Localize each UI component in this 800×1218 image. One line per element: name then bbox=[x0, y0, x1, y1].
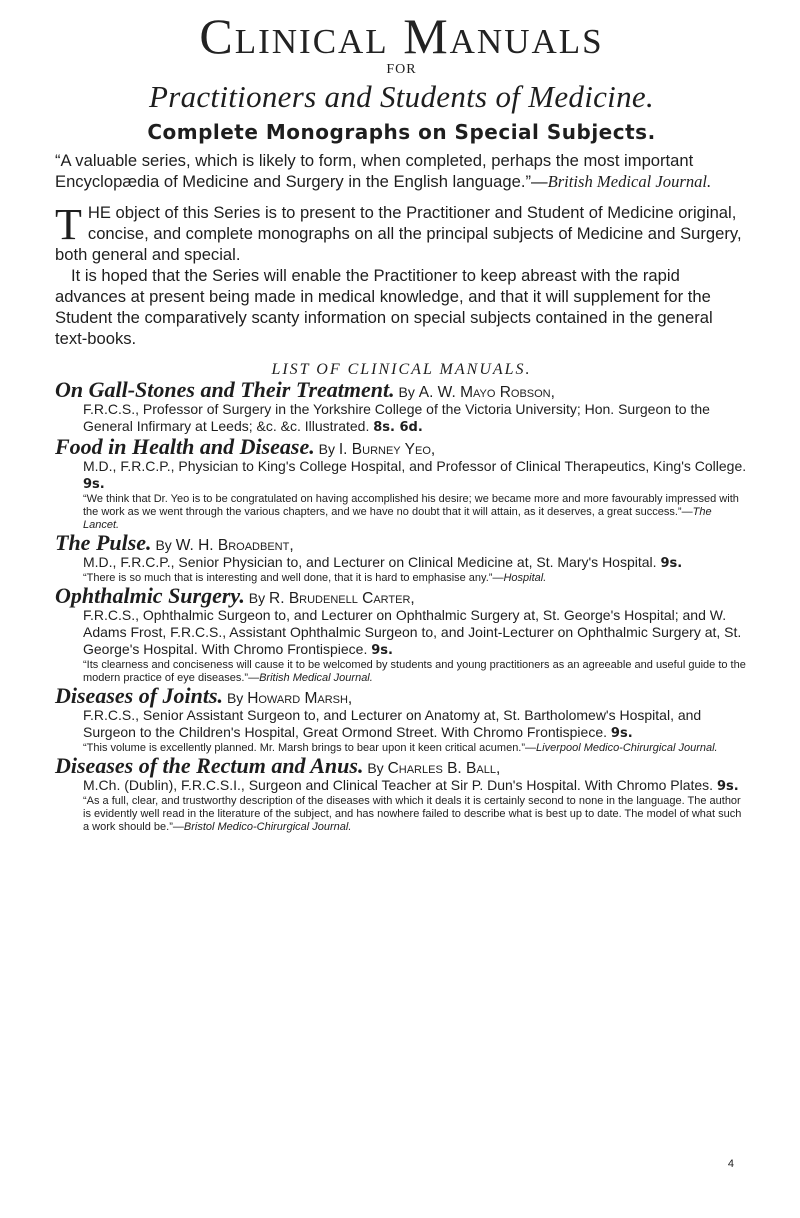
review-quote: “This volume is excellently planned. Mr. Marsh brings to bear upon it keen critical acumen.”— bbox=[83, 742, 537, 754]
by-label: By bbox=[226, 690, 244, 706]
page-title: Clinical Manuals bbox=[199, 8, 604, 64]
manual-price: 8s. 6d. bbox=[373, 420, 423, 435]
list-item bbox=[55, 434, 748, 532]
epigraph-quote: “A valuable series, which is likely to form, when completed, perhaps the most important Encyclopædia of Medicine and Surgery in the English language.”— bbox=[55, 151, 694, 191]
by-label: By bbox=[367, 760, 384, 776]
epigraph-source: British Medical Journal. bbox=[547, 172, 712, 191]
manual-author: A. W. Mayo Robson, bbox=[418, 384, 555, 401]
manual-title: The Pulse. bbox=[55, 530, 152, 555]
by-label: By bbox=[398, 384, 415, 400]
manual-title: Diseases of Joints. bbox=[55, 683, 224, 708]
manual-author: Charles B. Ball, bbox=[387, 760, 501, 777]
review-quote: “We think that Dr. Yeo is to be congratulated on having accomplished his desire; we became more and more favourably impressed with the work as we went through the various chapters, and we have no doubt that it will attain, as it deserves, a great success.”— bbox=[83, 493, 739, 518]
review-quote: “There is so much that is interesting and well done, that it is hard to emphasise any.”— bbox=[83, 572, 504, 584]
drop-cap: T bbox=[55, 200, 82, 249]
manual-author: R. Brudenell Carter, bbox=[269, 590, 415, 607]
by-label: By bbox=[248, 590, 266, 606]
review-source: Liverpool Medico-Chirurgical Journal. bbox=[536, 742, 718, 754]
intro bbox=[55, 202, 748, 349]
epigraph bbox=[55, 150, 748, 192]
review-source: Hospital. bbox=[503, 572, 547, 584]
manual-author: W. H. Broadbent, bbox=[175, 537, 294, 554]
manual-description: M.D., F.R.C.P., Senior Physician to, and Lecturer on Clinical Medicine at, St. Mary's Hospital. bbox=[83, 554, 657, 570]
manual-author: Howard Marsh, bbox=[247, 690, 353, 707]
page-number: 4 bbox=[727, 1158, 734, 1170]
page bbox=[0, 10, 800, 1218]
review-quote: “As a full, clear, and trustworthy description of the diseases with which it deals it is certainly second to none in the language. The author is evidently well read in the literature of the subject, and has nowhere failed to describe what is best up to date. The model of what such a work should be.”— bbox=[83, 795, 742, 833]
manual-price: 9s. bbox=[610, 726, 633, 741]
manual-title: Ophthalmic Surgery. bbox=[55, 583, 245, 608]
manual-title: Diseases of the Rectum and Anus. bbox=[55, 753, 364, 778]
review-quote: “Its clearness and conciseness will cause it to be welcomed by students and young practitioners as an agreeable and useful guide to the modern practice of eye diseases.”— bbox=[83, 659, 746, 684]
intro-paragraph-1: HE object of this Series is to present to the Practitioner and Student of Medicine original, concise, and complete monographs on all the principal subjects of Medicine and Surgery, both general and special. bbox=[55, 203, 742, 264]
manual-description: F.R.C.S., Ophthalmic Surgeon to, and Lecturer on Ophthalmic Surgery at, St. George's Hospital; and W. Adams Frost, F.R.C.S., Assistant Ophthalmic Surgeon to, and Joint-Lecturer on Ophthalmic Surgery at, St. George's Hospital. With Chromo Frontispiece. bbox=[83, 607, 742, 657]
review-source: Bristol Medico-Chirurgical Journal. bbox=[183, 821, 352, 833]
manual-title: Food in Health and Disease. bbox=[55, 434, 315, 459]
manual-description: M.D., F.R.C.P., Physician to King's College Hospital, and Professor of Clinical Therapeutics, King's College. bbox=[83, 458, 747, 474]
manual-title: On Gall-Stones and Their Treatment. bbox=[55, 377, 395, 402]
intro-paragraph-2: It is hoped that the Series will enable the Practitioner to keep abreast with the rapid advances at present being made in medical knowledge, and that it will supplement for the Student the comparatively scanty information on special subjects contained in the general text-books. bbox=[55, 266, 713, 348]
list-heading: LIST OF CLINICAL MANUALS. bbox=[271, 361, 532, 378]
list-item bbox=[55, 683, 748, 755]
by-label: By bbox=[155, 537, 172, 553]
review-source: The Lancet. bbox=[83, 506, 712, 531]
manual-description: M.Ch. (Dublin), F.R.C.S.I., Surgeon and Clinical Teacher at Sir P. Dun's Hospital. With Chromo Plates. bbox=[83, 777, 714, 793]
review-source: British Medical Journal. bbox=[259, 672, 373, 684]
list-item bbox=[55, 377, 748, 436]
manual-author: I. Burney Yeo, bbox=[338, 441, 436, 458]
by-label: By bbox=[318, 441, 335, 457]
for-label: FOR bbox=[386, 62, 417, 77]
list-item bbox=[55, 530, 748, 585]
manual-price: 9s. bbox=[83, 477, 105, 492]
manual-price: 9s. bbox=[660, 556, 683, 571]
list-item bbox=[55, 583, 748, 685]
manual-price: 9s. bbox=[371, 643, 393, 658]
manual-description: F.R.C.S., Professor of Surgery in the Yorkshire College of the Victoria University; Hon. Surgeon to the General Infirmary at Leeds; &c. &c. Illustrated. bbox=[83, 401, 710, 434]
list-item bbox=[55, 753, 748, 834]
complete-monographs-heading: Complete Monographs on Special Subjects. bbox=[147, 120, 656, 144]
subtitle: Practitioners and Students of Medicine. bbox=[148, 79, 655, 114]
manual-price: 9s. bbox=[716, 779, 739, 794]
manual-description: F.R.C.S., Senior Assistant Surgeon to, and Lecturer on Anatomy at, St. Bartholomew's Hospital, and Surgeon to the Children's Hospital, Great Ormond Street. With Chromo Frontispiece. bbox=[83, 707, 702, 740]
manual-list bbox=[55, 377, 748, 834]
